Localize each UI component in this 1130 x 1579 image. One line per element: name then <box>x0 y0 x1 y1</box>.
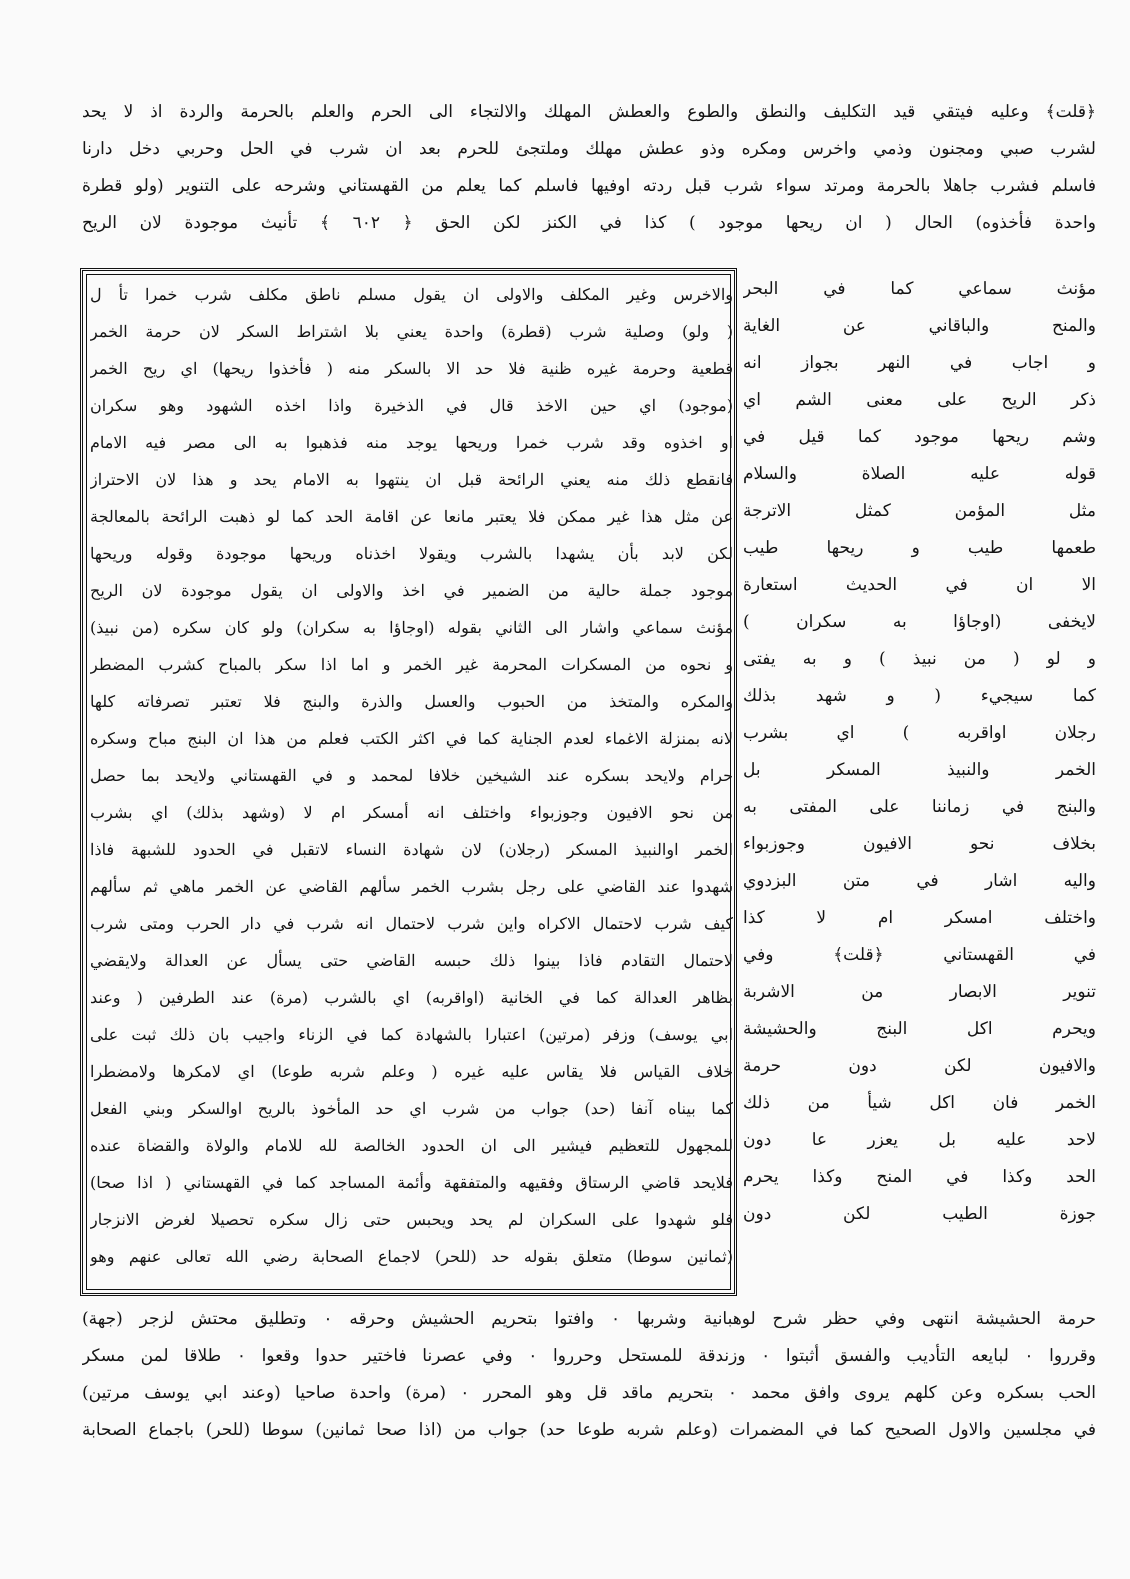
box-text-line: عن مثل هذا غير ممكن فلا يعتبر مانعا عن اقامة الحد كما لو ذهبت الرائحة بالمعالجة <box>90 507 733 526</box>
bottom-text-line: الحب بسكره وعن كلهم يروى وافق محمد ۰ بتحريم ماقد قل وهو المحرر ۰ (مرة) واحدة صاحيا (وعند ابي يوسف مرتين) <box>82 1383 1096 1403</box>
box-text-line: بظاهر العدالة كما في الخانية (اواقربه) اي بالشرب (مرة) عند الطرفين ( وعند <box>90 988 733 1007</box>
side-text-line: بخلاف نحو الافيون وجوزبواء <box>743 834 1096 854</box>
side-text-line: الحد وكذا في المنح وكذا يحرم <box>743 1167 1096 1187</box>
box-text-line: للمجهول للتعظيم فيشير الى ان الحدود الخالصة لله للامام والولاة والقضاة عنده <box>90 1136 733 1155</box>
side-text-line: ويحرم اكل البنج والحشيشة <box>743 1019 1096 1039</box>
side-text-line: والافيون لكن دون حرمة <box>743 1056 1096 1076</box>
side-text-line: و اجاب في النهر بجواز انه <box>743 353 1096 373</box>
top-text-line: ﴿قلت﴾ وعليه فيتقي قيد التكليف والنطق والطوع والعطش المهلك والالتجاء الى الحرم والعلم بالحرمة والردة اذ لا يحد <box>82 102 1096 122</box>
side-text-line: كما سيجيء ( و شهد بذلك <box>743 686 1096 706</box>
side-text-line: مثل المؤمن كمثل الاترجة <box>743 501 1096 521</box>
box-text-line: والمكره والمتخذ من الحبوب والعسل والذرة والبنج فلا تعتبر تصرفاته كلها <box>90 692 733 711</box>
box-text-line: موجود جملة حالية من الضمير في اخذ والاولى ان يقول موجودة لان الريح <box>90 581 733 600</box>
box-text-line: فلايحد قاضي الرستاق وفقيهه والمتفقهة وأئمة المساجد كما في القهستاني ( اذا صحا) <box>90 1173 733 1192</box>
bottom-text-line: في مجلسين والاول الصحيح كما في المضمرات (وعلم شربه طوعا حد) جواب من (اذا صحا ثمانين) سوطا (للحر) باجماع الصحابة <box>82 1420 1096 1440</box>
top-text-line: واحدة فأخذوه) الحال ( ان ريحها موجود ) كذا في الكنز لكن الحق ﴿ ٦٠٢ ﴾ تأنيث موجودة لان الريح <box>82 213 1096 233</box>
side-text-line: طعمها طيب و ريحها طيب <box>743 538 1096 558</box>
box-text-line: كيف شرب لاحتمال الاكراه واين شرب لاحتمال انه شرب في دار الحرب ومتى شرب <box>90 914 733 933</box>
side-text-line: في القهستاني ﴿قلت﴾ وفي <box>743 945 1096 965</box>
box-text-line: لكن لابد بأن يشهدا بالشرب ويقولا اخذناه وريحها موجودة وقوله وريحها <box>90 544 733 563</box>
side-text-line: لايخفى (اوجاؤا به سكران ) <box>743 612 1096 632</box>
top-text-line: لشرب صبي ومجنون وذمي واخرس ومكره وذو عطش مهلك وملتجئ للحرم بعد ان شرب في الحل وحربي دخل دارنا <box>82 139 1096 159</box>
box-text-line: من نحو الافيون وجوزبواء واختلف انه أمسكر ام لا (وشهد بذلك) اي بشرب <box>90 803 733 822</box>
box-text-line: خلاف القياس فلا يقاس عليه غيره ( وعلم شربه طوعا) اي لامكرها ولامضطرا <box>90 1062 733 1081</box>
side-text-line: وشم ريحها موجود كما قيل في <box>743 427 1096 447</box>
box-text-line: فلو شهدوا على السكران لم يحد ويحبس حتى زال سكره تحصيلا لغرض الانزجار <box>90 1210 733 1229</box>
box-text-line: الخمر اوالنبيذ المسكر (رجلان) لان شهادة النساء لاتقبل في الحدود للشبهة فاذا <box>90 840 733 859</box>
box-text-line: شهدوا عند القاضي على رجل بشرب الخمر سألهم القاضي عن الخمر ماهي ثم سألهم <box>90 877 733 896</box>
side-text-line: قوله عليه الصلاة والسلام <box>743 464 1096 484</box>
box-text-line: (ثمانين سوطا) متعلق بقوله حد (للحر) لاجماع الصحابة رضي الله تعالى عنهم وهو <box>90 1247 733 1266</box>
side-text-line: الخمر والنبيذ المسكر بل <box>743 760 1096 780</box>
box-text-line: ( ولو) وصلية شرب (قطرة) واحدة يعني بلا اشتراط السكر لان حرمة الخمر <box>90 322 733 341</box>
side-text-line: والمنح والباقاني عن الغاية <box>743 316 1096 336</box>
box-text-line: قطعية وحرمة غيره ظنية فلا حد الا بالسكر منه ( فأخذوا ريحها) اي ريح الخمر <box>90 359 733 378</box>
bottom-text-line: حرمة الحشيشة انتهى وفي حظر شرح لوهبانية وشربها ۰ وافتوا بتحريم الحشيش وحرقه ۰ وتطليق محتش لزجر (جهة) <box>82 1309 1096 1329</box>
side-text-line: مؤنث سماعي كما في البحر <box>743 279 1096 299</box>
side-text-line: جوزة الطيب لكن دون <box>743 1204 1096 1224</box>
side-text-line: والبنج في زماننا على المفتى به <box>743 797 1096 817</box>
side-text-line: واليه اشار في متن البزدوي <box>743 871 1096 891</box>
box-text-line: كما بيناه آنفا (حد) جواب من شرب اي حد المأخوذ بالريح اوالسكر وبني الفعل <box>90 1099 733 1118</box>
side-text-line: الخمر فان اكل شيأ من ذلك <box>743 1093 1096 1113</box>
side-text-line: تنوير الابصار من الاشربة <box>743 982 1096 1002</box>
box-text-line: ابي يوسف) وزفر (مرتين) اعتبارا بالشهادة كما في الزناء واجيب بان ذلك ثبت على <box>90 1025 733 1044</box>
side-text-line: ذكر الريح على معنى الشم اي <box>743 390 1096 410</box>
side-text-line: رجلان اواقربه ) اي بشرب <box>743 723 1096 743</box>
box-text-line: (موجود) اي حين الاخذ قال في الذخيرة واذا اخذه الشهود وهو سكران <box>90 396 733 415</box>
box-text-line: مؤنث سماعي واشار الى الثاني بقوله (اوجاؤا به سكران) ولو كان سكره (من نبيذ) <box>90 618 733 637</box>
top-text-line: فاسلم فشرب جاهلا بالحرمة ومرتد سواء شرب قبل ردته اوفيها فاسلم كما يعلم من القهستاني وشرحه على التنوير (ولو قطرة <box>82 176 1096 196</box>
box-text-line: لاحتمال التقادم فاذا بينوا ذلك حبسه القاضي حتى يسأل عن العدالة ولايقضي <box>90 951 733 970</box>
box-text-line: حرام ولايحد بسكره عند الشيخين خلافا لمحمد و في القهستاني ولايحد بما حصل <box>90 766 733 785</box>
side-text-line: لاحد عليه بل يعزر عا دون <box>743 1130 1096 1150</box>
box-text-line: والاخرس وغير المكلف والاولى ان يقول مسلم ناطق مكلف شرب خمرا تأ ل <box>90 285 733 304</box>
bottom-text-line: وقرروا ۰ لبايعه التأديب والفسق أثبتوا ۰ وزندقة للمستحل وحرروا ۰ وفي عصرنا فاختير حدوا وقعوا ۰ طلاقا لمن مسكر <box>82 1346 1096 1366</box>
box-text-line: و نحوه من المسكرات المحرمة غير الخمر و اما اذا سكر بالمباح كشرب المضطر <box>90 655 733 674</box>
side-text-line: و لو ( من نبيذ ) و به يفتى <box>743 649 1096 669</box>
side-text-line: الا ان في الحديث استعارة <box>743 575 1096 595</box>
box-text-line: او اخذوه وقد شرب خمرا وريحها يوجد منه فذهبوا به الى مصر فيه الامام <box>90 433 733 452</box>
box-text-line: لانه بمنزلة الاغماء لعدم الجناية كما في اكثر الكتب فعلم من هذا ان البنج مباح وسكره <box>90 729 733 748</box>
box-text-line: فانقطع ذلك منه يعني الرائحة قبل ان ينتهوا به الامام يحد و هذا لان الاحتراز <box>90 470 733 489</box>
side-text-line: واختلف امسكر ام لا كذا <box>743 908 1096 928</box>
